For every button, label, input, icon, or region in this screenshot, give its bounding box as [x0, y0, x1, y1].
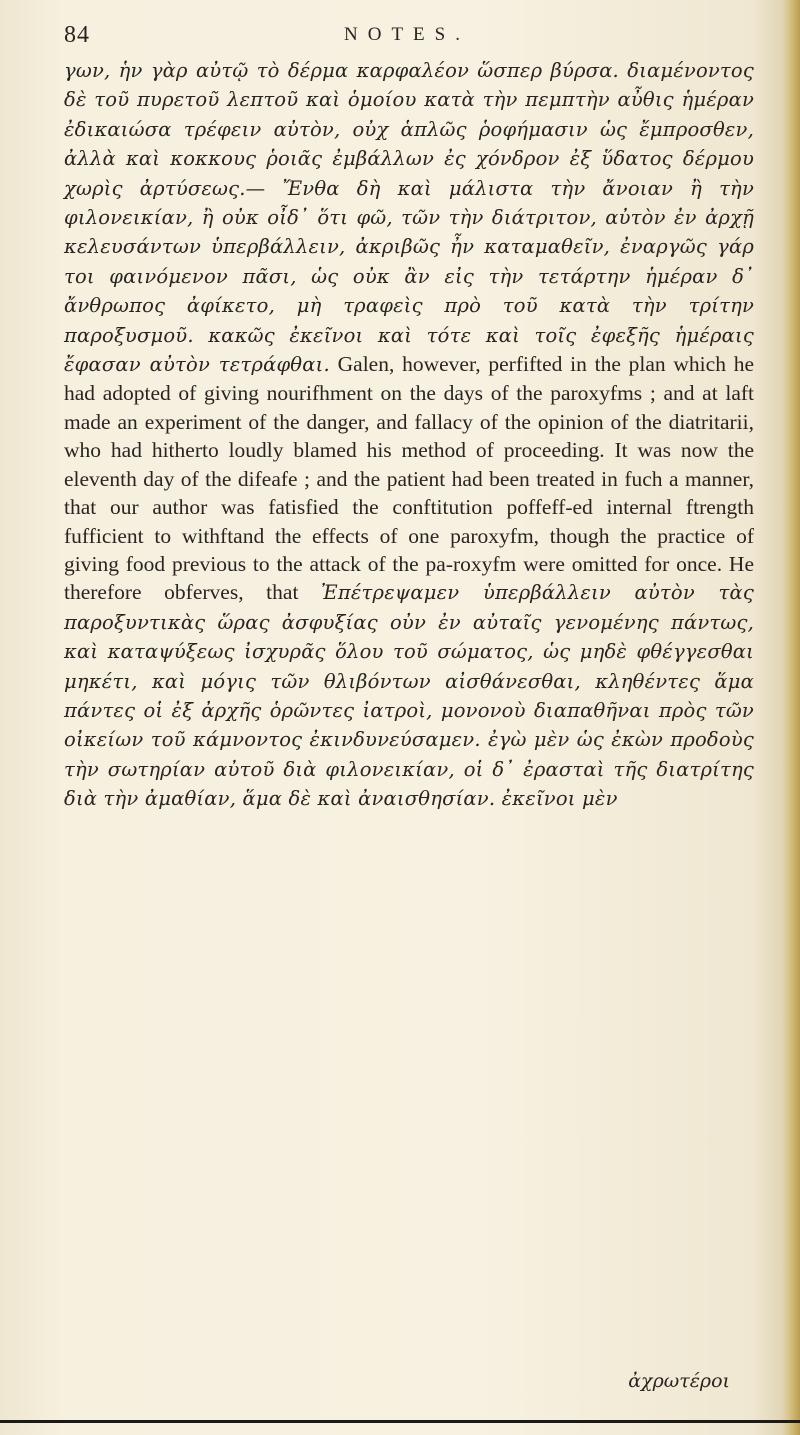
page-fore-edge	[782, 0, 800, 1435]
running-head: NOTES.	[344, 24, 470, 45]
greek-quotation-2: Ἐπέτρεψαμεν ὑπερβάλλειν αὐτὸν τὰς παροξυντικὰς ὥρας ἀσφυξίας οὐν ἐν αὐταῖς γενομένης πάντως, καὶ καταψύξεως ἰσχυρᾶς ὅλου τοῦ σώματος, ὡς μηδὲ φθέγγεσθαι μηκέτι, καὶ μόγις τῶν θλιβόντων αἰσθάνεσθαι, κληθέντες ἅμα πάντες οἱ ἐξ ἀρχῆς ὁρῶντες ἰατροὶ, μονονοὺ διαπαθῆναι πρὸς τῶν οἰκείων τοῦ κάμνοντος ἐκινδυνεύσαμεν. ἐγὼ μὲν ὡς ἐκὼν προδοὺς τὴν σωτηρίαν αὐτοῦ διὰ φιλονεικίαν, οἱ δ᾽ ἐρασταὶ τῆς διατρίτης διὰ τὴν ἀμαθίαν, ἅμα δὲ καὶ ἀναισθησίαν. ἐκεῖνοι μὲν	[64, 581, 755, 811]
page-header	[64, 12, 744, 52]
body-text	[64, 56, 754, 814]
page-number: 84	[64, 22, 90, 48]
greek-quotation-1: γων, ἡν γὰρ αὐτῷ τὸ δέρμα καρφαλέον ὥσπερ βύρσα. διαμένοντος δὲ τοῦ πυρετοῦ λεπτοῦ καὶ ὁμοίου κατὰ τὴν πεμπτὴν αὖθις ἡμέραν ἐδικαιώσα τρέφειν αὐτὸν, οὐχ ἁπλῶς ῥοφήμασιν ὡς ἔμπροσθεν, ἀλλὰ καὶ κοκκους ῥοιᾶς ἐμβάλλων ἐς χόνδρον ἐξ ὕδατος δέρμου χωρὶς ἀρτύσεως.— Ἔνθα δὴ καὶ μάλιστα τὴν ἄνοιαν ἢ τὴν φιλονεικίαν, ἢ οὐκ οἶδ᾽ ὅτι φῶ, τῶν τὴν διάτριτον, αὐτὸν ἐν ἀρχῇ κελευσάντων ὑπερβάλλειν, ἀκριβῶς ἦν καταμαθεῖν, ἐναργῶς γάρ τοι φαινόμενον πᾶσι, ὡς οὐκ ἂν εἰς τὴν τετάρτην ἡμέραν δ᾽ ἄνθρωπος ἀφίκετο, μὴ τραφεὶς πρὸ τοῦ κατὰ τὴν τρίτην παροξυσμοῦ. κακῶς ἐκεῖνοι καὶ τότε καὶ τοῖς ἐφεξῆς ἡμέραις ἔφασαν αὐτὸν τετράφθαι.	[64, 59, 754, 377]
catchword: ἀχρωτέροι	[628, 1370, 730, 1392]
page-bottom-rule	[0, 1420, 800, 1423]
english-commentary: Galen, however, perfifted in the plan which he had adopted of giving nourifhment on the days of the paroxyfms ; and at laft made an experiment of the danger, and fallacy of the opinion of the diatritarii, who had hitherto loudly blamed his method of proceeding. It was now the eleventh day of the difeafe ; and the patient had been treated in fuch a manner, that our author was fatisfied the conftitution poffeff-ed internal ftrength fufficient to withftand the effects of one paroxyfm, though the practice of giving food previous to the attack of the pa-roxyfm were omitted for once. He therefore obferves, that	[64, 352, 754, 605]
